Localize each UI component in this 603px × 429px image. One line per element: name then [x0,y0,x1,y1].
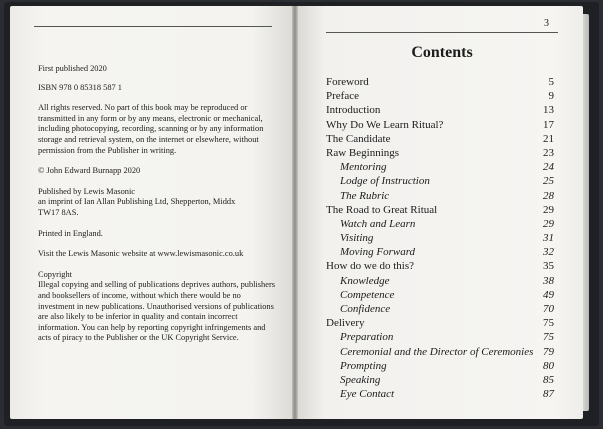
toc-entry-page: 9 [548,90,554,103]
toc-entry [326,75,554,89]
toc-entry-title: How do we do this? [326,260,414,273]
table-of-contents [326,75,554,401]
left-header-rule [34,26,272,27]
printed-in: Printed in England. [38,228,103,238]
toc-entry-title: Foreword [326,76,369,88]
toc-entry-title: Speaking [340,373,381,386]
toc-entry-page: 13 [543,104,554,117]
toc-entry-page: 87 [543,388,554,401]
page-edge [583,14,589,411]
toc-entry-title: Delivery [326,317,365,330]
toc-entry-title: Why Do We Learn Ritual? [326,118,444,131]
toc-entry-title: Ceremonial and the Director of Ceremonies [340,345,534,358]
toc-entry-title: Raw Beginnings [326,146,400,159]
toc-entry-page: 31 [543,232,554,245]
toc-entry-page: 21 [543,132,554,145]
toc-entry-title: Prompting [340,359,387,372]
toc-entry-page: 35 [543,260,554,273]
right-header-rule [326,32,558,33]
copyright-notice-block [38,270,278,344]
copyright-page-text [38,64,278,354]
toc-entry-page: 32 [543,246,554,259]
toc-entry [326,302,554,316]
toc-entry-page: 17 [543,118,554,131]
toc-entry-title: The Road to Great Ritual [326,203,438,216]
first-published: First published 2020 [38,64,107,73]
toc-entry [326,359,554,373]
toc-entry [326,132,554,146]
toc-entry-title: Watch and Learn [340,217,416,230]
isbn: ISBN 978 0 85318 587 1 [38,82,122,92]
toc-entry-page: 5 [548,76,554,88]
toc-entry-title: Preparation [340,331,394,344]
toc-entry-page: 75 [543,317,554,330]
publisher-block [38,187,278,219]
toc-entry [326,373,554,387]
toc-entry-page: 25 [543,175,554,188]
toc-entry [326,189,554,203]
toc-entry-title: Moving Forward [340,246,416,259]
toc-entry [326,146,554,160]
toc-entry-page: 38 [543,274,554,287]
toc-entry-page: 28 [543,189,554,202]
toc-entry-page: 24 [543,161,554,174]
toc-entry-title: The Candidate [326,132,391,145]
toc-entry [326,387,554,401]
publisher-line-1: Published by Lewis Masonic [38,186,136,196]
toc-entry [326,330,554,344]
toc-entry-title: Lodge of Instruction [340,175,430,188]
toc-entry [326,259,554,273]
rights-statement: All rights reserved. No part of this book may be reproduced or transmitted in any form or by any means, electronic or mechanical, including photocopying, recording, scanning or by any information storage and retrieval system, on the internet or elsewhere, without permission from the Publisher in writing. [38,103,264,155]
toc-entry [326,231,554,245]
toc-entry-page: 49 [543,288,554,301]
toc-entry [326,118,554,132]
publisher-line-2: an imprint of Ian Allan Publishing Ltd, Shepperton, Middx [38,197,236,207]
toc-entry-page: 70 [543,303,554,315]
contents-title: Contents [411,44,473,61]
toc-entry [326,274,554,288]
book-gutter [292,6,298,419]
toc-entry-title: Knowledge [340,274,390,287]
toc-entry-title: Visiting [340,232,374,245]
toc-entry [326,288,554,302]
toc-entry [326,89,554,103]
toc-entry-page: 23 [543,146,554,159]
toc-entry-title: Confidence [340,303,391,315]
copyright-heading: Copyright [38,269,72,279]
toc-entry-title: The Rubric [340,189,390,202]
page-number: 3 [544,18,549,29]
toc-entry-title: Eye Contact [340,388,395,401]
copyright-line: © John Edward Burnapp 2020 [38,166,141,176]
toc-entry [326,316,554,330]
website-line: Visit the Lewis Masonic website at www.lewismasonic.co.uk [38,249,244,259]
toc-entry-title: Introduction [326,104,381,117]
publisher-line-3: TW17 8AS. [38,207,79,217]
toc-entry-page: 75 [543,331,554,344]
toc-entry-page: 29 [543,217,554,230]
toc-entry [326,203,554,217]
toc-entry [326,345,554,359]
toc-entry-title: Competence [340,288,395,301]
toc-entry-title: Preface [326,90,359,103]
toc-entry [326,217,554,231]
toc-entry-page: 29 [543,203,554,216]
toc-entry-title: Mentoring [340,161,387,174]
toc-entry [326,103,554,117]
toc-entry-page: 85 [543,373,554,386]
toc-entry [326,160,554,174]
copyright-notice: Illegal copying and selling of publications deprives authors, publishers and booksellers of income, without which there would be no investment in new publications. Unauthorised versions of publications are also likely to be inferior in quality and contain incorrect information. You can help by reporting copyright infringements and acts of piracy to the Publisher or the UK Copyright Service. [38,280,276,343]
toc-entry-page: 79 [543,345,554,358]
toc-entry [326,174,554,188]
toc-entry-page: 80 [543,359,554,372]
toc-entry [326,245,554,259]
